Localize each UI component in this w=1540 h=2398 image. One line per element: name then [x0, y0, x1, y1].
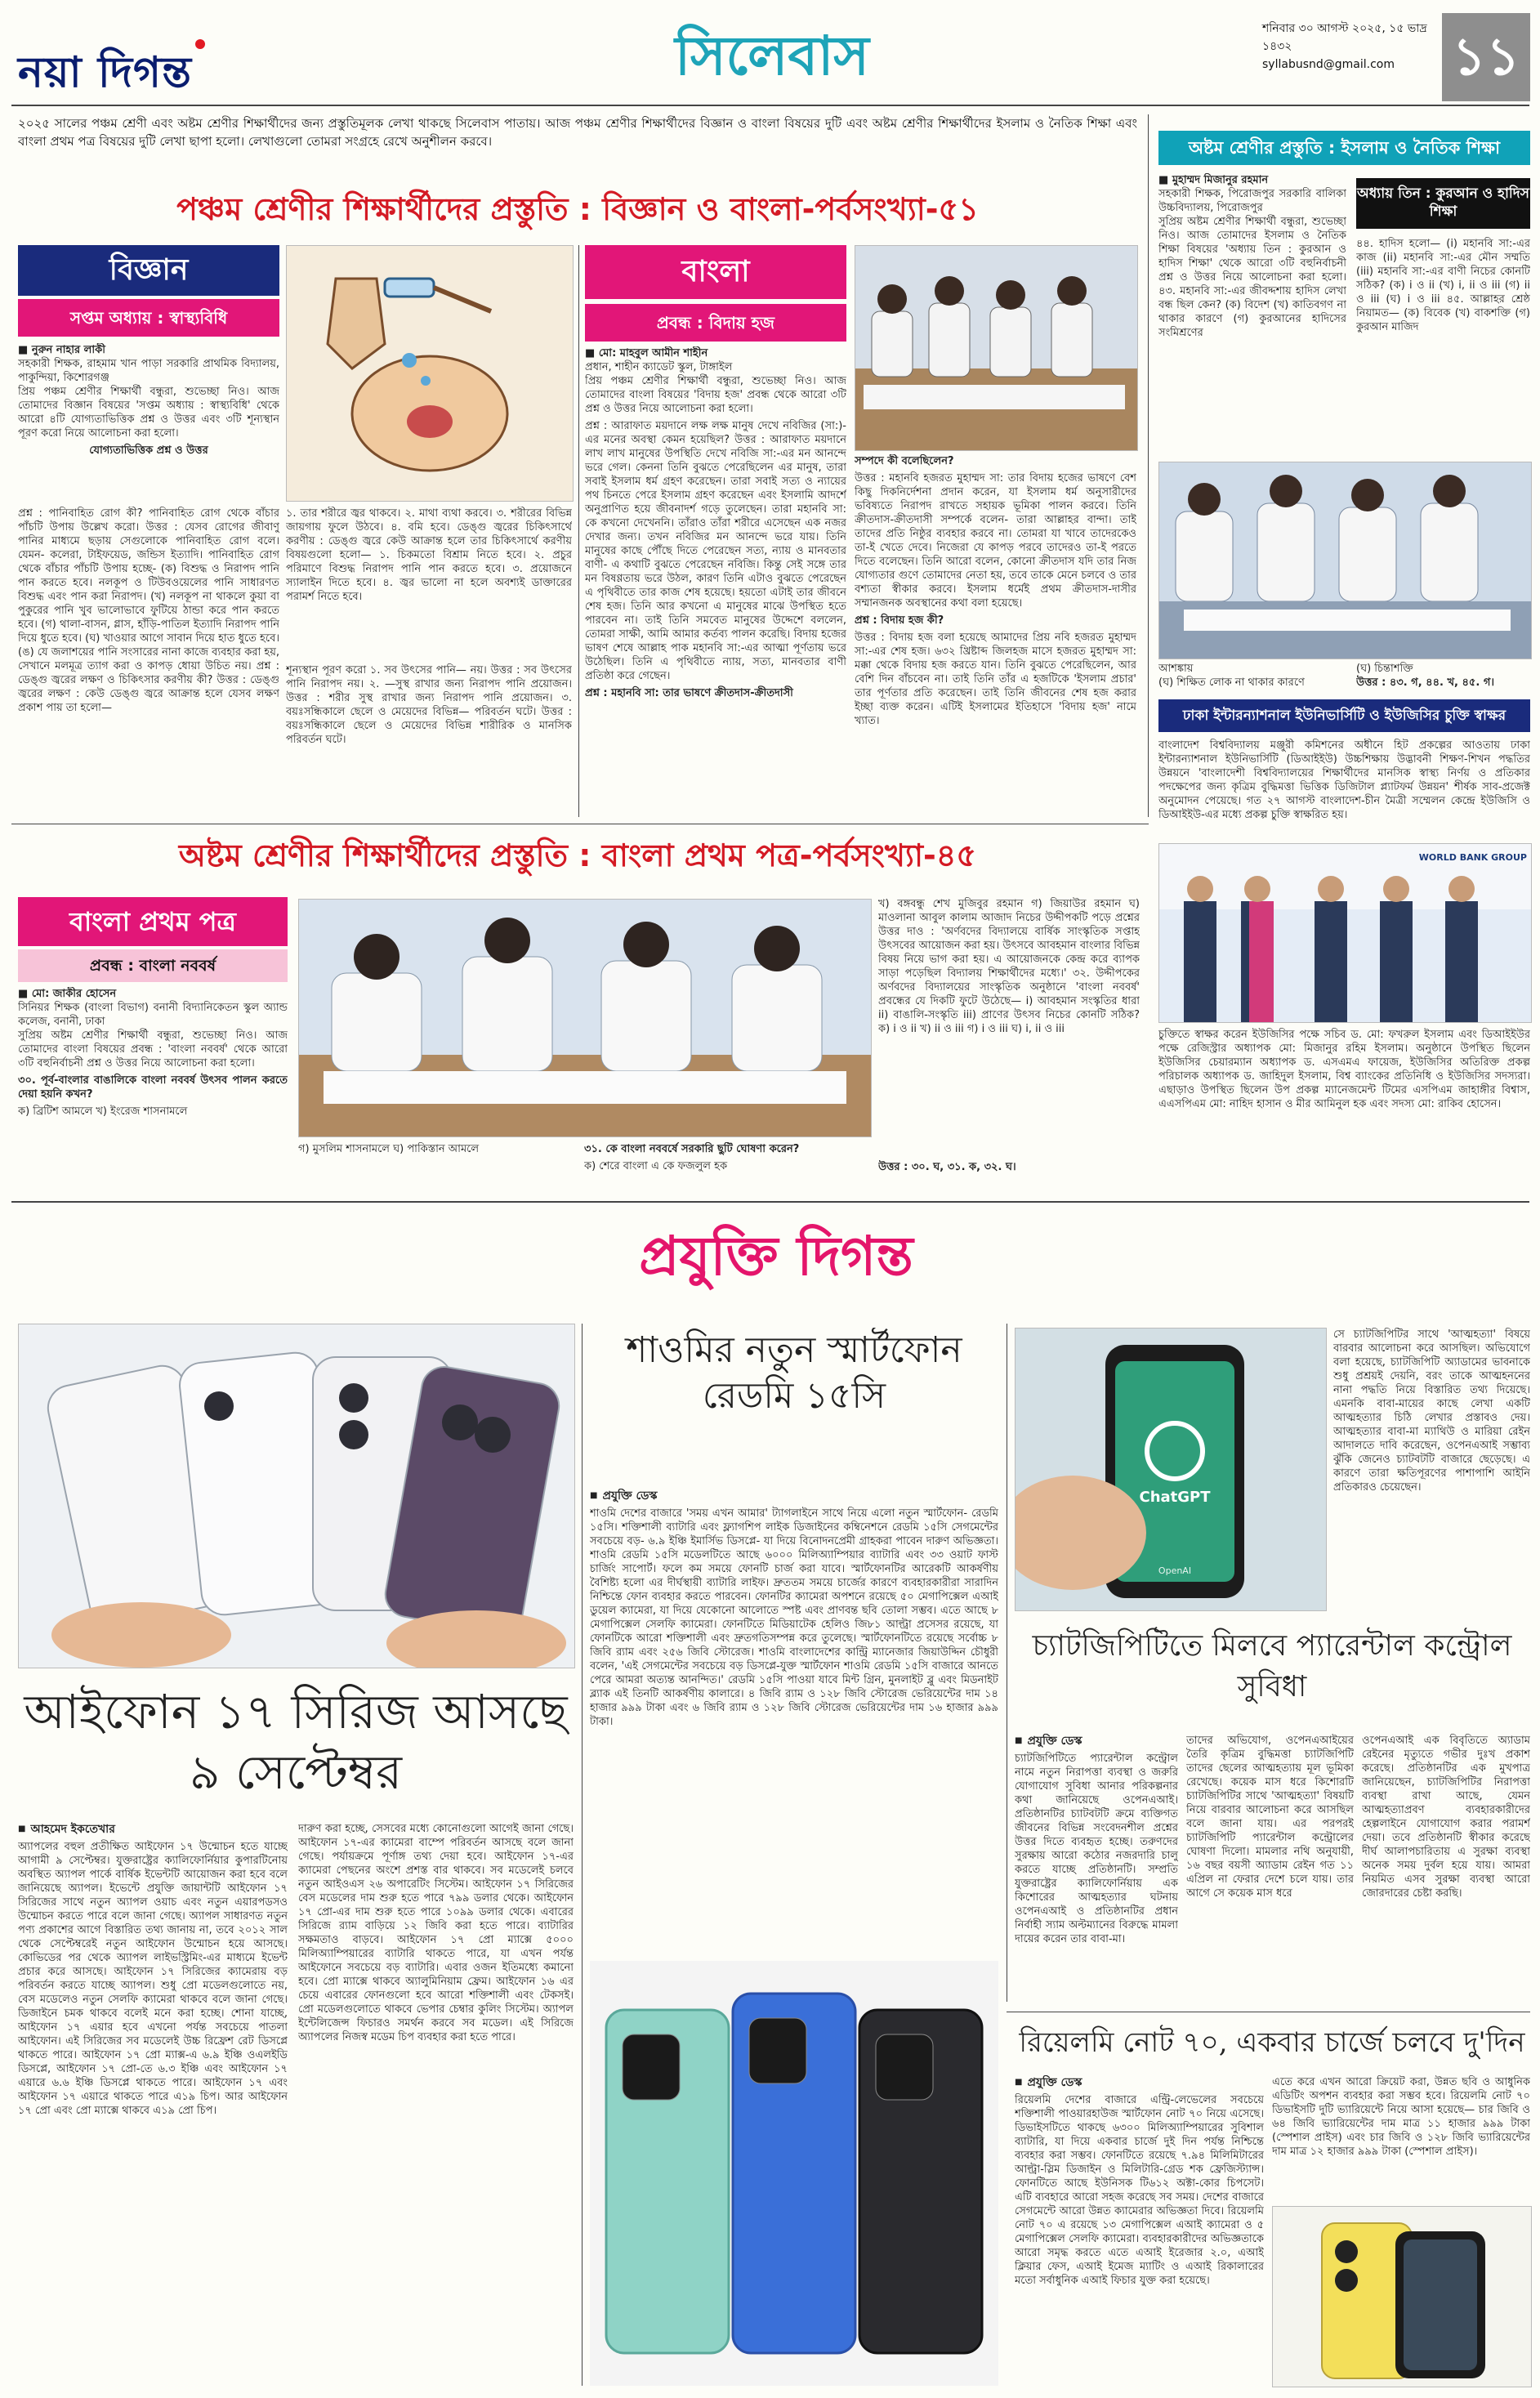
- islam-caption-3: (ঘ) চিন্তাশক্তি: [1356, 663, 1413, 675]
- chatgpt-headline: চ্যাটজিপিটিতে মিলবে প্যারেন্টাল কন্ট্রোল সুবিধা: [1032, 1629, 1512, 1704]
- masthead-info: [1262, 20, 1434, 74]
- chatgpt-body-3: ওপেনএআই এক বিবৃতিতে অ্যাডাম রেইনের মৃত্যুতে গভীর দুঃখ প্রকাশ করেছে। প্রতিষ্ঠানটির এক মুখপাত্র জানিয়েছেন, চ্যাটজিপিটির নিরাপত্তা ব্যবস্থা রাখা আছে, যেমন আত্মহত্যাপ্রবণ ব্যবহারকারীদের হেল্পলাইনে যোগাযোগ করার পরামর্শ দেয়া। তবে প্রতিষ্ঠানটি স্বীকার করেছে দীর্ঘ আলাপচারিতায় এ সুরক্ষা ব্যবস্থা অনেক সময় দুর্বল হয়ে যায়। আমরা নিয়মিত এসব সুরক্ষা ব্যবস্থা আরো জোরদারের চেষ্টা করছি।: [1362, 1735, 1530, 1900]
- islam-caption-right: [1356, 662, 1530, 694]
- islam-chapter-label: অধ্যায় তিন : কুরআন ও হাদিস শিক্ষা: [1356, 178, 1530, 229]
- chatgpt-body-2: তাদের অভিযোগ, ওপেনএআইয়ের তৈরি কৃত্রিম বুদ্ধিমত্তা চ্যাটজিপিটি তাদের ছেলের আত্মহত্যায় মূল ভূমিকা রেখেছে। কয়েক মাস ধরে কিশোরটি চ্যাটজিপিটির সাথে 'আত্মহত্যা' বিষয়টি নিয়ে বারবার আলোচনা করে আসছিল বলে জানা যায়। এর পরপরই চ্যাটজিপিটি প্যারেন্টাল কন্ট্রোলের ঘোষণা দিলো। মামলার নথি অনুযায়ী, ১৬ বছর বয়সী অ্যাডাম রেইন গত ১১ এপ্রিল না ফেরার দেশে চলে যায়। তার আগে সে কয়েক মাস ধরে: [1186, 1735, 1354, 1900]
- iphone-headline: আইফোন ১৭ সিরিজ আসছে ৯ সেপ্টেম্বর: [24, 1684, 568, 1800]
- bangla-q-note: প্রশ্ন : মহানবি সা: তার ভাষণে ক্রীতদাস-ক্রীতদাসী: [585, 687, 793, 699]
- bangla-intro: প্রিয় পঞ্চম শ্রেণীর শিক্ষার্থী বন্ধুরা, শুভেচ্ছা নিও। আজ তোমাদের বাংলা বিষয়ের 'বিদায় হজ' প্রবন্ধ থেকে আরো ৩টি প্রশ্ন ও উত্তর নিয়ে আলোচনা করা হলো।: [585, 375, 846, 415]
- bangla1-q31-block: [584, 1142, 870, 1191]
- iphone-body-1: [18, 1822, 288, 2386]
- diu-body-2: চুক্তিতে স্বাক্ষর করেন ইউজিসির পক্ষে সচিব ড. মো: ফখরুল ইসলাম এবং ডিআইইউর পক্ষে রেজিস্ট্রার অধ্যাপক মো: মিজানুর রহিম ইসলাম। অনুষ্ঠানে উপস্থিত ছিলেন ইউজিসির চেয়ারম্যান অধ্যাপক ড. এসএমএ ফায়েজ, ইউজিসির অতিরিক্ত প্রকল্প পরিচালক অধ্যাপক ড. জাহিদুল ইসলাম, বিশ্ব ব্যাংকের প্রতিনিধি ও ইউজিসির সদস্যরা। এছাড়াও উপস্থিত ছিলেন উপ প্রকল্প ম্যানেজমেন্ট টিমের এসপিএম জাহাঙ্গীর বিশ্বাস, এএসপিএম মো: নাহিদ হাসান ও মীর আমিনুল হক এবং সদস্য মো: রাকিব হোসেন।: [1158, 1029, 1530, 1110]
- realme-phone-photo: [1272, 2206, 1532, 2387]
- science-author: নুরুন নাহার লাকী: [31, 344, 105, 356]
- world-bank-banner: WORLD BANK GROUP: [1418, 852, 1527, 863]
- islam-header: অষ্টম শ্রেণীর প্রস্তুতি : ইসলাম ও নৈতিক শিক্ষা: [1158, 131, 1530, 165]
- logo-dot-icon: [195, 39, 205, 49]
- islam-author: মুহাম্মদ মিজানুর রহমান: [1172, 174, 1269, 186]
- contact-email[interactable]: syllabusnd@gmail.com: [1262, 58, 1395, 71]
- section-title: সিলেবাস: [675, 24, 869, 87]
- iphone-text-1: অ্যাপলের বহুল প্রতীক্ষিত আইফোন ১৭ উন্মোচন হতে যাচ্ছে আগামী ৯ সেপ্টেম্বর। যুক্তরাষ্ট্রের ক্যালিফোর্নিয়ার কুপারটিনোয় অবস্থিত অ্যাপল পার্কে বার্ষিক ইভেন্টটি আয়োজন করা হবে বলে জানিয়েছে অ্যাপল। ইভেন্টে প্রযুক্তি জায়ান্টটি আইফোন ১৭ সিরিজের সাথে নতুন অ্যাপল ওয়াচ এবং নতুন এয়ারপডসও উন্মোচন করতে পারে বলে জানা গেছে। অ্যাপল সাধারণত নতুন পণ্য প্রকাশের আগে বিস্তারিত তথ্য জানায় না, তবে ২০১২ সাল থেকে সেপ্টেম্বরেই নতুন আইফোন উন্মোচন হয়ে আসছে। কোভিডের পর থেকে অ্যাপল লাইভস্ট্রিমিং-এর মাধ্যমে ইভেন্ট প্রচার করে আসছে। আইফোন ১৭ সিরিজের ক্যামেরায় বড় পরিবর্তন করতে যাচ্ছে অ্যাপল। শুধু প্রো মডেলগুলোতে নয়, বেস মডেলেও নতুন সেলফি ক্যামেরা থাকবে বলে জানা গেছে। ডিজাইনে চমক থাকবে বলেই মনে করা হচ্ছে। শোনা যাচ্ছে, আইফোন ১৭ এয়ার হবে এখনো পর্যন্ত সবচেয়ে পাতলা আইফোন। এই সিরিজের সব মডেলেই উচ্চ রিফ্রেশ রেট ডিসপ্লে থাকতে পারে। আইফোন ১৭ প্রো ম্যাক্স-এ ৬.৯ ইঞ্চি ওএলইডি ডিসপ্লে, আইফোন ১৭ প্রো-তে ৬.৩ ইঞ্চি এবং আইফোন ১৭ এয়ারে ৬.৬ ইঞ্চি ডিসপ্লে থাকতে পারে। আইফোন ১৭ এবং আইফোন ১৭ এয়ারে থাকতে পারে এ১৯ চিপ। আর আইফোন ১৭ প্রো এবং প্রো ম্যাক্সে থাকবে এ১৯ প্রো চিপ।: [18, 1841, 288, 2117]
- science-body-left: প্রশ্ন : পানিবাহিত রোগ কী? পানিবাহিত রোগ থেকে বাঁচার পাঁচটি উপায় উল্লেখ করো। উত্তর : যেসব রোগের জীবাণু পানির মাধ্যমে ছড়ায় সেগুলোকে পানিবাহিত রোগ বলে। যেমন- কলেরা, টাইফয়েড, জন্ডিস ইত্যাদি। পানিবাহিত রোগ থেকে বাঁচার পাঁচটি উপায় হচ্ছে- (ক) বিশুদ্ধ ও নিরাপদ পানি পান করতে হবে। নলকূপ ও টিউবওয়েলের পানি সাধারণত বিশুদ্ধ এবং পান করা নিরাপদ। (খ) নলকূপ না থাকলে কুয়া বা পুকুরের পানি খুব ভালোভাবে ফুটিয়ে ঠান্ডা করে পান করতে হবে। (গ) থালা-বাসন, গ্লাস, হাঁড়ি-পাতিল ইত্যাদি নিরাপদ পানি দিয়ে ধুতে হবে। (ঘ) খাওয়ার আগে সাবান দিয়ে হাত ধুতে হবে। (ঙ) যে জলাশয়ের পানি সংসারের নানা কাজে ব্যবহার করা হয়, সেখানে মলমূত্র ত্যাগ করা ও কাপড় ধোয়া উচিত নয়। প্রশ্ন : ডেঙ্গু জ্বরের লক্ষণ ও চিকিৎসার করণীয় কী? উত্তর : ডেঙ্গু জ্বরের লক্ষণ : কেউ ডেঙ্গু জ্বরে আক্রান্ত হলে যেসব লক্ষণ প্রকাশ পায় তা হলো—: [18, 507, 279, 714]
- realme-headline: রিয়েলমি নোট ৭০, একবার চার্জে চলবে দু'দিন: [1019, 2026, 1525, 2059]
- bangla1-author-info: সিনিয়র শিক্ষক (বাংলা বিভাগ) বনানী বিদ্যানিকেতন স্কুল অ্যান্ড কলেজ, বনানী, ঢাকা: [18, 1002, 288, 1028]
- signing-ceremony-icon: [1159, 844, 1531, 1022]
- bangla-author-info: প্রধান, শাহীন ক্যাডেট স্কুল, টাঙ্গাইল: [585, 361, 733, 373]
- chatgpt-body-1: [1015, 1734, 1178, 2003]
- students-writing-photo: [298, 899, 872, 1137]
- xiaomi-text: শাওমি দেশের বাজারে 'সময় এখন আমার' ট্যাগলাইনে সাথে নিয়ে এলো নতুন স্মার্টফোন- রেডমি ১৫সি। শক্তিশালী ব্যাটারি এবং ফ্ল্যাগশিপ লাইক ডিজাইনের কম্বিনেশনে রেডমি ১৫সি সেগমেন্টের সবচেয়ে বড়- ৬.৯ ইঞ্চি ইমার্সিভ ডিসপ্লে- যা দিয়ে বিনোদনপ্রেমী গ্রাহকরা পাবেন দারুণ অভিজ্ঞতা। শাওমি রেডমি ১৫সি মডেলটিতে আছে ৬০০০ মিলিঅ্যাম্পিয়ার ব্যাটারি এবং ৩৩ ওয়াট ফাস্ট চার্জিং সাপোর্ট। ফলে কম সময়ে ফোনটি চার্জ করা যাবে। স্মার্টফোনটির আরেকটি আকর্ষণীয় বৈশিষ্ট্য হলো এর দীর্ঘস্থায়ী ব্যাটারি লাইফ। দ্রুততম সময়ে চার্জের কারণে ব্যবহারকারীরা সারাদিন নিশ্চিন্তে ফোন ব্যবহার করতে পারবেন। ফোনটির ক্যামেরা অপশনে রয়েছে ৫০ মেগাপিক্সেল এআই ডুয়েল ক্যামেরা, যা দিয়ে যেকোনো আলোতে স্পষ্ট এবং প্রাণবন্ত ছবি তোলা সম্ভব। এতে আছে ৮ মেগাপিক্সেল সেলফি ক্যামেরা। ফোনটিতে মিডিয়াটেক হেলিও জি৮১ আল্ট্রা প্রসেসর রয়েছে, যা ফোনটিকে আরো শক্তিশালী এবং দ্রুতগতিসম্পন্ন করে তুলেছে। স্মার্টফোনটিতে রয়েছে সর্বোচ্চ ৮ জিবি র‍্যাম এবং ২৫৬ জিবি স্টোরেজ। শাওমি বাংলাদেশের কান্ট্রি ম্যানেজার জিয়াউদ্দিন চৌধুরী বলেন, 'এই সেগমেন্টের সবচেয়ে বড় ডিসপ্লে-যুক্ত স্মার্টফোন শাওমি রেডমি ১৫সি বাজারে আনতে পেরে আমরা অত্যন্ত আনন্দিত।' রেডমি ১৫সি পাওয়া যাবে মিন্ট গ্রিন, মুনলাইট ব্লু এবং মিডনাইট ব্ল্যাক এই তিনটি আকর্ষণীয় কালারে। ৪ জিবি র‍্যাম ও ১২৮ জিবি স্টোরেজ ভেরিয়েন্টের দাম ১৪ হাজার ৯৯৯ টাকা এবং ৬ জিবি র‍্যাম ও ১২৮ জিবি স্টোরেজ ভেরিয়েন্টের দাম ১৬ হাজার ৯৯৯ টাকা।: [590, 1507, 998, 1728]
- openai-logo-text: OpenAI: [1158, 1565, 1192, 1576]
- divider: [582, 1324, 583, 2386]
- bangla1-intro: সুপ্রিয় অষ্টম শ্রেণীর শিক্ষার্থী বন্ধুরা, শুভেচ্ছা নিও। আজ তোমাদের বাংলা বিষয়ের প্রবন্ধ : 'বাংলা নববর্ষ' থেকে আরো ৩টি বহুনির্বাচনী প্রশ্ন ও উত্তর নিয়ে আলোচনা করা হলো।: [18, 1029, 288, 1069]
- science-author-info: সহকারী শিক্ষক, রাহমাম খান পাড়া সরকারি প্রাথমিক বিদ্যালয়, পাকুন্দিয়া, কিশোরগঞ্জ: [18, 358, 279, 384]
- class5-headline: পঞ্চম শ্রেণীর শিক্ষার্থীদের প্রস্তুতি : বিজ্ঞান ও বাংলা-পর্বসংখ্যা-৫১: [176, 191, 979, 227]
- islam-intro: সুপ্রিয় অষ্টম শ্রেণীর শিক্ষার্থী বন্ধুরা, শুভেচ্ছা নিও। আজ তোমাদের ইসলাম ও নৈতিক শিক্ষা বিষয়ের 'অধ্যায় তিন : কুরআন ও হাদিস শিক্ষা' থেকে আরো ৩টি বহুনির্বাচনী প্রশ্ন ও উত্তর নিয়ে আলোচনা করা হলো। ৪৩. মহানবি সা:-এর জীবদ্দশায় হাদিস লেখা বন্ধ ছিল কেন? (ক) বিদেশ (খ) কাতিবগণ না থাকার কারণে (গ) কুরআনের হাদিসের সংমিশ্রণের: [1158, 216, 1346, 339]
- xiaomi-body: [590, 1489, 998, 1946]
- science-chapter-label: সপ্তম অধ্যায় : স্বাস্থ্যবিধি: [18, 299, 279, 337]
- islam-caption-left: [1158, 662, 1346, 694]
- xiaomi-headline: শাওমির নতুন স্মার্টফোন রেডমি ১৫সি: [626, 1329, 962, 1417]
- tech-section-title: প্রযুক্তি দিগন্ত: [639, 1224, 913, 1288]
- divider: [11, 105, 1529, 106]
- bangla1-body-left: ■ মো: জাকীর হোসেন সিনিয়র শিক্ষক (বাংলা বিভাগ) বনানী বিদ্যানিকেতন স্কুল অ্যান্ড কলেজ, বনানী, ঢাকা সুপ্রিয় অষ্টম শ্রেণীর শিক্ষার্থী বন্ধুরা, শুভেচ্ছা নিও। আজ তোমাদের বাংলা বিষয়ের প্রবন্ধ : 'বাংলা নববর্ষ' থেকে আরো ৩টি বহুনির্বাচনী প্রশ্ন ও উত্তর নিয়ে আলোচনা করা হলো। ৩০. পূর্ব-বাংলার বাঙালিকে বাংলা নববর্ষ উৎসব পালন করতে দেয়া হয়নি কখন? ক) ব্রিটিশ আমলে খ) ইংরেজ শাসনামলে: [18, 988, 288, 1118]
- bangla-chapter-label: প্রবন্ধ : বিদায় হজ: [585, 304, 846, 342]
- medicine-drop-icon: [287, 246, 573, 501]
- diu-header: ঢাকা ইন্টারন্যাশনাল ইউনিভার্সিটি ও ইউজিসির চুক্তি স্বাক্ষর: [1158, 699, 1530, 732]
- science-body-right: ১. তার শরীরে জ্বর থাকবে। ২. মাথা ব্যথা করবে। ৩. শরীরের বিভিন্ন জায়গায় ফুলে উঠবে। ৪. বমি হবে। ডেঙ্গু জ্বরের চিকিৎসার্থে করণীয় : ডেঙ্গু জ্বরে কেউ আক্রান্ত হলে তার চিকিৎসার্থে করণীয় বিষয়গুলো হলো— ১. চিকমতো বিশ্রাম নিতে হবে। ২. প্রচুর পরিমাণে বিশুদ্ধ নিরাপদ পানি পান করতে হবে। ৩. প্রয়োজনে স্যালাইন দিতে হবে। ৪. জ্বর ভালো না হলে অবশ্যই ডাক্তারের পরামর্শ নিতে হবে।: [286, 507, 572, 603]
- chatgpt-author: ■ প্রযুক্তি ডেস্ক: [1015, 1734, 1178, 1748]
- redmi-phones-icon: [590, 1961, 998, 2386]
- bangla1-answers: উত্তর : ৩০. ঘ, ৩১. ক, ৩২. ঘ।: [878, 1161, 1016, 1173]
- intro-paragraph: ২০২৫ সালের পঞ্চম শ্রেণী এবং অষ্টম শ্রেণীর শিক্ষার্থীদের জন্য প্রস্তুতিমূলক লেখা থাকছে সিলেবাস পাতায়। আজ পঞ্চম শ্রেণীর শিক্ষার্থীদের বিজ্ঞান ও বাংলা বিষয়ের দুটি এবং অষ্টম শ্রেণীর শিক্ষার্থীদের ইসলাম ও নৈতিক শিক্ষা এবং বাংলা প্রথম পত্র বিষয়ের দুটি লেখা ছাপা হলো। লেখাগুলো তোমরা সংগ্রহে রেখে অনুশীলন করবে।: [18, 116, 1137, 149]
- students-exam-photo: [1158, 462, 1532, 659]
- issue-date: শনিবার ৩০ আগস্ট ২০২৫, ১৫ ভাদ্র ১৪৩২: [1262, 22, 1427, 53]
- chatgpt-phone-photo: [1015, 1328, 1327, 1611]
- bangla1-subject-label: বাংলা প্রথম পত্র: [18, 897, 288, 946]
- bangla1-q31: ৩১. কে বাংলা নববর্ষে সরকারি ছুটি ঘোষণা করেন?: [584, 1143, 800, 1155]
- science-intro: প্রিয় পঞ্চম শ্রেণীর শিক্ষার্থী বন্ধুরা, শুভেচ্ছা নিও। আজ তোমাদের বিজ্ঞান বিষয়ের 'সপ্তম অধ্যায় : স্বাস্থ্যবিধি' থেকে আরো ৪টি যোগ্যতাভিত্তিক প্রশ্ন ও উত্তর এবং ৩টি শূন্যস্থান পূরণ করো নিয়ে আলোচনা করা হলো।: [18, 386, 279, 440]
- bangla1-q31-opts: ক) শেরে বাংলা এ কে ফজলুল হক: [584, 1160, 728, 1172]
- chatgpt-side-text: সে চ্যাটজিপিটির সাথে 'আত্মহত্যা' বিষয়ে বারবার আলোচনা করে আসছিল। অভিযোগে বলা হয়েছে, চ্যাটজিপিটি অ্যাডামের ভাবনাকে শুধু প্রশ্রয়ই দেয়নি, বরং তাকে আত্মহননের নানা পদ্ধতি নিয়ে বিস্তারিত তথ্য দিয়েছে। এমনকি বাবা-মায়ের কাছে লেখা একটি আত্মহত্যার চিঠি লেখার প্রস্তাবও দেয়। আত্মহত্যার বাবা-মা ম্যাথিউ ও মারিয়া রেইন আদালতে দাবি করেছেন, ওপেনএআই সম্ভাব্য ঝুঁকি জেনেও চ্যাটবটটি বাজারে ছেড়েছে। এ কারণে তারা ক্ষতিপূরণের পাশাপাশি আইনি প্রতিকারও চেয়েছেন।: [1333, 1329, 1530, 1494]
- islam-body-right: ৪৪. হাদিস হলো— (i) মহানবি সা:-এর কাজ (ii) মহানবি সা:-এর মৌন সম্মতি (iii) মহানবি সা:-এর বাণী নিচের কোনটি সঠিক? (ক) i ও ii (খ) i, ii ও iii (গ) ii ও iii (ঘ) i ও iii ৪৫. আল্লাহর শ্রেষ্ঠ নিয়ামত— (ক) বিবেক (খ) বাকশক্তি (গ) কুরআন মাজিদ: [1356, 238, 1530, 333]
- diu-body-1: বাংলাদেশ বিশ্ববিদ্যালয় মঞ্জুরী কমিশনের অধীনে হিট প্রকল্পের আওতায় ঢাকা ইন্টারন্যাশনাল ইউনিভার্সিটি (ডিআইইউ) উচ্চশিক্ষায় উদ্ভাবনী শিক্ষণ-শিখন পদ্ধতির উন্নয়নে 'বাংলাদেশী বিশ্ববিদ্যালয়ের শিক্ষার্থীদের মানসিক স্বাস্থ্য নির্ণয় ও প্রতিকার পদক্ষেপের জন্য কৃত্রিম বুদ্ধিমত্তা ভিত্তিক ডিজিটাল প্ল্যাটফর্ম উন্নয়ন' শীর্ষক সাব-প্রজেক্ট অনুমোদন পেয়েছে। গত ২৭ আগস্ট বাংলাদেশ-চীন মৈত্রী সম্মেলন কেন্দ্রে ইউজিসি ও ডিআইইউ-এর মধ্যে প্রকল্প চুক্তি স্বাক্ষরিত হয়।: [1158, 739, 1530, 821]
- bangla1-chapter-label: প্রবন্ধ : বাংলা নববর্ষ: [18, 949, 288, 982]
- islam-caption-1: আশঙ্কায়: [1158, 663, 1194, 675]
- bangla-q1: প্রশ্ন : আরাফাত ময়দানে লক্ষ লক্ষ মানুষ দেখে নবিজির (সা:)-এর মনের অবস্থা কেমন হয়েছিল? উত্তর : আরাফাত ময়দানে লাখ লাখ মানুষের উপস্থিতি দেখে নবিজি সা:-এর মন আনন্দে ভরে গেল। কেননা তিনি বুঝতে পেরেছিলেন এর মানুষ, তারা সবাই ইসলাম ধর্ম গ্রহণ করেছেন। তারা সবাই সত্য ও ন্যায়ের পথ চিনতে পেরে ইসলাম গ্রহণ করেছেন এবং ইসলামি আদর্শে অনুপ্রাণিত হয়ে জীবনাদর্শ গড়ে তুলেছেন। তারা মহানবি সা: কে কখনো দেখেননি। তাঁরাও তাঁরা শরীরে এসেছেন এক নজর দেখার জন্য। তখন নবিজির মন আনন্দে ভরে যায়। তিনি মানুষের কাছে পৌঁছে দিতে পেরেছেন সত্য, ন্যায় ও মানবতার বাণী- এ কথাটি বুঝতে পেরেছেন নবিজি। কিন্তু সেই সঙ্গে তার মন বিষণ্ণতায় ভরে উঠল, কারণ তিনি এটাও বুঝতে পেরেছেন এ পৃথিবীতে তার কাজ শেষ হয়েছে। হয়তো এটাই তার জীবনে শেষ হজ। তিনি আর কখনো এ মানুষের মাঝে উপস্থিত হতে পারবেন না। তাই তিনি সমবেত মানুষের উদ্দেশে বললেন, তোমরা সাক্ষী, আমি আমার কর্তব্য পালন করেছি। বিদায় হজের ভাষণ শেষে আল্লাহ পাক মহানবি সা:-এর আত্মা পূর্ণতায় ভরে উঠেছিল। তিনি এ পৃথিবীতে ন্যায়, সত্য, মানবতার বাণী প্রতিষ্ঠা করে গেছেন।: [585, 420, 846, 682]
- islam-caption-2: (ঘ) শিক্ষিত লোক না থাকার কারণে: [1158, 677, 1305, 689]
- chatgpt-text-1: চ্যাটজিপিটিতে প্যারেন্টাল কন্ট্রোল নামে নতুন নিরাপত্তা ব্যবস্থা ও জরুরি যোগাযোগ সুবিধা আনার পরিকল্পনার কথা জানিয়েছে ওপেনএআই। প্রতিষ্ঠানটির চ্যাটবটটি ক্রমে ব্যক্তিগত জীবনের বিভিন্ন সংবেদনশীল প্রশ্নের উত্তর দিতে ব্যবহৃত হচ্ছে। তরুণদের সুরক্ষায় আরো কঠোর নজরদারি চালু করতে যাচ্ছে প্রতিষ্ঠানটি। সম্প্রতি যুক্তরাষ্ট্রের ক্যালিফোর্নিয়ায় এক কিশোরের আত্মহত্যার ঘটনায় ওপেনএআই ও প্রতিষ্ঠানটির প্রধান নির্বাহী স্যাম অল্টম্যানের বিরুদ্ধে মামলা দায়ের করেন তার বাবা-মা।: [1015, 1753, 1178, 1945]
- bangla-q2-answer: উত্তর : মহানবি হজরত মুহাম্মদ সা: তার বিদায় হজের ভাষণে বেশ কিছু দিকনির্দেশনা প্রদান করেন, যা ইসলাম ধর্ম অনুসারীদের ভবিষ্যতে নিরাপদ রাখতে সহায়ক ভূমিকা পালন করবে। তিনি ক্রীতদাস-ক্রীতদাসী সম্পর্কে বলেন- তারা আল্লাহর বান্দা। তাই তাদের প্রতি নিষ্ঠুর ব্যবহার করবে না। তোমরা যা খাবে তাদেরকেও তা-ই খেতে দেবে। নিজেরা যে কাপড় পরবে তাদেরও তা-ই পরতে দিতে বলেছেন। তিনি আরো বলেন, কোনো ক্রীতদাস যদি তার নিজ যোগ্যতার গুণে তোমাদের নেতা হয়, তবে তাকে মেনে চলবে ও তার বশ্যতা স্বীকার করবে। ইসলাম ধর্মেই প্রথম ক্রীতদাস-দাসীর সম্মানজনক অবস্থানের কথা বলা হয়েছে।: [855, 472, 1136, 610]
- bangla1-q30-opts-2: গ) মুসলিম শাসনামলে ঘ) পাকিস্তান আমলে: [298, 1143, 480, 1155]
- realme-phone-icon: [1273, 2207, 1531, 2387]
- redmi-phones-photo: [590, 1961, 998, 2386]
- science-subhead: যোগ্যতাভিত্তিক প্রশ্ন ও উত্তর: [89, 444, 208, 457]
- islam-answers: উত্তর : ৪৩. গ, ৪৪. খ, ৪৫. গ।: [1356, 677, 1495, 689]
- bangla-q3-answer: উত্তর : বিদায় হজ বলা হয়েছে আমাদের প্রিয় নবি হজরত মুহাম্মদ সা:-এর শেষ হজ। ৬৩২ খ্রিষ্টাব্দ জিলহজ মাসে হজরত মুহাম্মদ সা: মক্কা থেকে বিদায় হজ করতে যান। তিনি বুঝতে পেরেছিলেন, আর বেশি দিন বাঁচবেন না। তাই তিনি তাঁর এ হজটিকে 'ইসলাম প্রচার' তার পূর্ণতার প্রতি করেছেন। তাই তিনি জীবনের শেষ হজ করার ইচ্ছা ব্যক্ত করেন। এটিই ইসলামের ইতিহাসে 'বিদায় হজ' নামে খ্যাত।: [855, 632, 1136, 727]
- iphone-photo: [18, 1324, 575, 1668]
- page-number: ১১: [1442, 13, 1530, 101]
- bangla1-body-right: খ) বঙ্গবন্ধু শেখ মুজিবুর রহমান গ) জিয়াউর রহমান ঘ) মাওলানা আবুল কালাম আজাদ নিচের উদ্দীপকটি পড়ে প্রশ্নের উত্তর দাও : 'অর্ণবদের বিদ্যালয়ে বার্ষিক সাংস্কৃতিক সপ্তাহ উৎসবের আয়োজন করা হয়। উৎসবে আবহমান বাংলার বিভিন্ন বিষয় নিয়ে ভাগ করা হয়। এ আয়োজনকে কেন্দ্র করে ব্যাপক সাড়া পড়েছিল বিদ্যালয় শিক্ষার্থীদের মধ্যে।' ৩২. উদ্দীপকের অর্ণবদের বিদ্যালয়ের সাংস্কৃতিক অনুষ্ঠানে 'বাংলা নববর্ষ' প্রবন্ধের যে দিকটি ফুটে উঠেছে— i) আবহমান সংস্কৃতির ধারা ii) বাঙালি-সংস্কৃতি iii) প্রাণের উৎসব নিচের কোনটি সঠিক? ক) i ও ii খ) ii ও iii গ) i ও iii ঘ) i, ii ও iii: [878, 898, 1140, 1035]
- bangla-body-right: [855, 454, 1136, 817]
- iphones-icon: [19, 1324, 574, 1668]
- realme-author: ■ প্রযুক্তি ডেস্ক: [1015, 2075, 1264, 2090]
- science-subject-label: বিজ্ঞান: [18, 245, 279, 296]
- bangla-q2-title: সম্পদে কী বলেছিলেন?: [855, 455, 954, 467]
- iphone-author: ■ আহমেদ ইকতেখার: [18, 1822, 288, 1837]
- classroom-photo: [855, 245, 1138, 451]
- islam-body-left: ■ মুহাম্মদ মিজানুর রহমান সহকারী শিক্ষক, পিরোজপুর সরকারি বালিকা উচ্চবিদ্যালয়, পিরোজপুর সুপ্রিয় অষ্টম শ্রেণীর শিক্ষার্থী বন্ধুরা, শুভেচ্ছা নিও। আজ তোমাদের ইসলাম ও নৈতিক শিক্ষা বিষয়ের 'অধ্যায় তিন : কুরআন ও হাদিস শিক্ষা' থেকে আরো ৩টি বহুনির্বাচনী প্রশ্ন ও উত্তর নিয়ে আলোচনা করা হলো। ৪৩. মহানবি সা:-এর জীবদ্দশায় হাদিস লেখা বন্ধ ছিল কেন? (ক) বিদেশ (খ) কাতিবগণ না থাকার কারণে (গ) কুরআনের হাদিসের সংমিশ্রণের: [1158, 174, 1346, 339]
- realme-body-1: [1015, 2075, 1264, 2386]
- science-fill-blanks: শূন্যস্থান পূরণ করো ১. সব উৎসের পানি— নয়। উত্তর : সব উৎসের পানি নিরাপদ নয়। ২. —সুস্থ রাখার জন্য নিরাপদ পানি প্রয়োজন। উত্তর : শরীর সুস্থ রাখার জন্য নিরাপদ পানি প্রয়োজন। ৩. বয়ঃসন্ধিকালে ছেলে ও মেয়েদের বিভিন্ন— পরিবর্তন ঘটে। উত্তর : বয়ঃসন্ধিকালে ছেলে ও মেয়েদের বিভিন্ন শারীরিক ও মানসিক পরিবর্তন ঘটে।: [286, 664, 572, 746]
- divider: [11, 1201, 1529, 1203]
- chatgpt-logo-text: ChatGPT: [1139, 1489, 1211, 1506]
- bangla1-q30: ৩০. পূর্ব-বাংলার বাঙালিকে বাংলা নববর্ষ উৎসব পালন করতে দেয়া হয়নি কখন?: [18, 1074, 288, 1101]
- science-author-block: ■ নুরুন নাহার লাকী সহকারী শিক্ষক, রাহমাম খান পাড়া সরকারি প্রাথমিক বিদ্যালয়, পাকুন্দিয়া, কিশোরগঞ্জ প্রিয় পঞ্চম শ্রেণীর শিক্ষার্থী বন্ধুরা, শুভেচ্ছা নিও। আজ তোমাদের বিজ্ঞান বিষয়ের 'সপ্তম অধ্যায় : স্বাস্থ্যবিধি' থেকে আরো ৪টি যোগ্যতাভিত্তিক প্রশ্ন ও উত্তর এবং ৩টি শূন্যস্থান পূরণ করো নিয়ে আলোচনা করা হলো। যোগ্যতাভিত্তিক প্রশ্ন ও উত্তর: [18, 344, 279, 457]
- bangla-body-left: ■ মো: মাহবুল আমীন শাহীন প্রধান, শাহীন ক্যাডেট স্কুল, টাঙ্গাইল প্রিয় পঞ্চম শ্রেণীর শিক্ষার্থী বন্ধুরা, শুভেচ্ছা নিও। আজ তোমাদের বাংলা বিষয়ের 'বিদায় হজ' প্রবন্ধ থেকে আরো ৩টি প্রশ্ন ও উত্তর নিয়ে আলোচনা করা হলো। প্রশ্ন : আরাফাত ময়দানে লক্ষ লক্ষ মানুষ দেখে নবিজির (সা:)-এর মনের অবস্থা কেমন হয়েছিল? উত্তর : আরাফাত ময়দানে লাখ লাখ মানুষের উপস্থিতি দেখে নবিজি সা:-এর মন আনন্দে ভরে গেল। কেননা তিনি বুঝতে পেরেছিলেন এর মানুষ, তারা সবাই ইসলাম ধর্ম গ্রহণ করেছেন। তারা সবাই সত্য ও ন্যায়ের পথ চিনতে পেরে ইসলাম গ্রহণ করেছেন এবং ইসলামি আদর্শে অনুপ্রাণিত হয়ে জীবনাদর্শ গড়ে তুলেছেন। তারা মহানবি সা: কে কখনো দেখেননি। তাঁরাও তাঁরা শরীরে এসেছেন এক নজর দেখার জন্য। তখন নবিজির মন আনন্দে ভরে যায়। তিনি মানুষের কাছে পৌঁছে দিতে পেরেছেন সত্য, ন্যায় ও মানবতার বাণী- এ কথাটি বুঝতে পেরেছেন নবিজি। কিন্তু সেই সঙ্গে তার মন বিষণ্ণতায় ভরে উঠল, কারণ তিনি এটাও বুঝতে পেরেছেন এ পৃথিবীতে তার কাজ শেষ হয়েছে। হয়তো এটাই তার জীবনে শেষ হজ। তিনি আর কখনো এ মানুষের মাঝে উপস্থিত হতে পারবেন না। তাই তিনি সমবেত মানুষের উদ্দেশে বললেন, তোমরা সাক্ষী, আমি আমার কর্তব্য পালন করেছি। বিদায় হজের ভাষণ শেষে আল্লাহ পাক মহানবি সা:-এর আত্মা পূর্ণতায় ভরে উঠেছিল। তিনি এ পৃথিবীতে ন্যায়, সত্য, মানবতার বাণী প্রতিষ্ঠা করে গেছেন। প্রশ্ন : মহানবি সা: তার ভাষণে ক্রীতদাস-ক্রীতদাসী: [585, 347, 846, 699]
- divider: [578, 245, 579, 817]
- students-illustration-icon: [855, 246, 1137, 450]
- realme-text-1: রিয়েলমি দেশের বাজারে এন্ট্রি-লেভেলের সবচেয়ে শক্তিশালী পাওয়ারহাউজ স্মার্টফোন নোট ৭০ নিয়ে এসেছে। ডিভাইসটিতে থাকছে ৬৩০০ মিলিঅ্যাম্পিয়ারের সুবিশাল ব্যাটারি, যা দিয়ে একবার চার্জে দুই দিন পর্যন্ত নিশ্চিন্তে ব্যবহার করা সম্ভব। ফোনটিতে রয়েছে ৭.৯৪ মিলিমিটারের আল্ট্রা-স্লিম ডিজাইন ও মিলিটারি-গ্রেড শক ফ্রেজিস্ট্যান্স। ফোনটিতে আছে ইউনিসক টি৬১২ অক্টা-কোর চিপসেট। এটি ব্যবহারে আরো সহজ করেছে সব সময়। দেশের বাজারে সেগমেন্টে আরো উন্নত ক্যামেরার অভিজ্ঞতা দিবে। রিয়েলমি নোট ৭০ এ রয়েছে ১৩ মেগাপিক্সেল এআই ক্যামেরা ও ৫ মেগাপিক্সেল সেলফি ক্যামেরা। ব্যবহারকারীদের অভিজ্ঞতাকে আরো সমৃদ্ধ করতে এতে এআই ইরেজার ২.০, এআই ক্লিয়ার ফেস, এআই ইমেজ ম্যাটিং ও এআই রিকালারের মতো সর্বাধুনিক এআই ফিচার যুক্ত করা হয়েছে।: [1015, 2094, 1264, 2287]
- diu-signing-photo: [1158, 843, 1532, 1023]
- bangla-q3-title: প্রশ্ন : বিদায় হজ কী?: [855, 614, 944, 627]
- exam-illustration-icon: [1159, 462, 1531, 659]
- islam-author-info: সহকারী শিক্ষক, পিরোজপুর সরকারি বালিকা উচ্চবিদ্যালয়, পিরোজপুর: [1158, 188, 1346, 214]
- medicine-illustration: [286, 245, 574, 502]
- bangla-author: মো: মাহবুল আমীন শাহীন: [598, 347, 708, 359]
- class8-bangla-headline: অষ্টম শ্রেণীর শিক্ষার্থীদের প্রস্তুতি : বাংলা প্রথম পত্র-পর্বসংখ্যা-৪৫: [178, 837, 977, 873]
- realme-body-2: এতে করে এখন আরো ক্রিয়েট করা, উন্নত ছবি ও আধুনিক এডিটিং অপশন ব্যবহার করা সম্ভব হবে। রিয়েলমি নোট ৭০ ডিভাইসটি দুটি ভ্যারিয়েন্টে নিয়ে আসা হয়েছে— চার জিবি ও ৬৪ জিবি ভ্যারিয়েন্টের দাম মাত্র ১১ হাজার ৯৯৯ টাকা (স্পেশাল প্রাইস) এবং চার জিবি ও ১২৮ জিবি ভ্যারিয়েন্টের দাম মাত্র ১২ হাজার ৯৯৯ টাকা (স্পেশাল প্রাইস)।: [1272, 2076, 1530, 2158]
- iphone-body-2: দারুণ করা হচ্ছে, সেসবের মধ্যে কোনোগুলো আগেই জানা গেছে। আইফোন ১৭-এর ক্যামেরা বাম্পে পরিবর্তন আসছে বলে জানা গেছে। পর্যায়ক্রমে পূর্ণাঙ্গ তথ্য দেয়া হবে। আইফোন ১৭-এর ক্যামেরা পেছনের অংশে প্রশস্ত বার থাকবে। সব মডেলেই চলবে নতুন আইওএস ২৬ অপারেটিং সিস্টেম। আইফোন ১৭ সিরিজের বেস মডেলের দাম শুরু হতে পারে ৭৯৯ ডলার থেকে। আইফোন ১৭ প্রো-এর দাম শুরু হতে পারে ১০৯৯ ডলার থেকে। এবারের সিরিজে র‍্যাম বাড়িয়ে ১২ জিবি করা হতে পারে। ব্যাটারির সক্ষমতাও বাড়বে। আইফোন ১৭ প্রো ম্যাক্সে ৫০০০ মিলিঅ্যাম্পিয়ারের ব্যাটারি থাকতে পারে, যা এখন পর্যন্ত আইফোনে সবচেয়ে বড় ব্যাটারি। এবার ওজন ইতিমধ্যে কমানো হবে। প্রো ম্যাক্সে থাকবে অ্যালুমিনিয়াম ফ্রেম। আইফোন ১৬ এর চেয়ে এবারের ফোনগুলো হবে আরো শক্তিশালী এবং টেকসই। প্রো মডেলগুলোতে থাকবে ভেপার চেম্বার কুলিং সিস্টেম। অ্যাপল ইন্টেলিজেন্স ফিচারও সমর্থন করবে সব মডেল। এই সিরিজে অ্যাপলের নিজস্ব মডেম চিপ ব্যবহার করা হতে পারে।: [298, 1823, 574, 2043]
- divider: [1148, 114, 1149, 817]
- writing-students-icon: [299, 900, 871, 1136]
- bangla-subject-label: বাংলা: [585, 245, 846, 299]
- xiaomi-author: ■ প্রযুক্তি ডেস্ক: [590, 1489, 998, 1503]
- bangla1-q30-opts: ক) ব্রিটিশ আমলে খ) ইংরেজ শাসনামলে: [18, 1105, 188, 1118]
- bangla1-author: মো: জাকীর হোসেন: [31, 988, 117, 1000]
- newspaper-logo[interactable]: নয়া দিগন্ত: [18, 39, 263, 105]
